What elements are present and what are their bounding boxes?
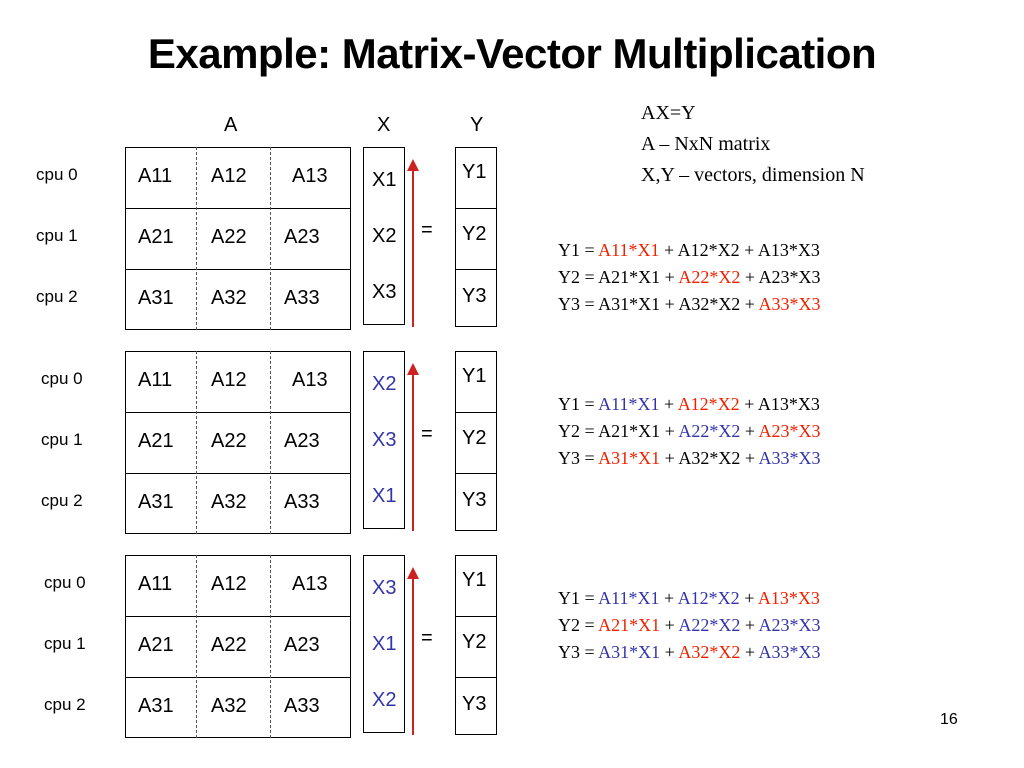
highlighted-term: A12*X2: [677, 588, 740, 608]
vector-y-cell: Y2: [462, 223, 487, 245]
row-divider: [125, 269, 351, 270]
matrix-cell: A11: [138, 165, 173, 187]
row-divider: [125, 677, 351, 678]
highlighted-term: A33*X3: [758, 448, 821, 468]
equation-text: + A13*X3: [739, 394, 820, 414]
equation-text: +: [660, 642, 679, 662]
matrix-cell: A21: [138, 430, 174, 452]
equation-text: Y3 =: [558, 642, 599, 662]
matrix-cell: A23: [284, 226, 320, 248]
equation-line: [558, 615, 821, 636]
equation-text: Y2 = A21*X1 +: [558, 267, 679, 287]
matrix-cell: A13: [292, 369, 328, 391]
row-divider: [455, 208, 497, 209]
info-block: [641, 98, 865, 191]
row-divider: [125, 208, 351, 209]
equals-sign: =: [421, 627, 433, 649]
highlighted-term: A33*X3: [758, 294, 821, 314]
equation-text: Y1 =: [558, 240, 599, 260]
highlighted-term: A33*X3: [758, 642, 821, 662]
vector-x-cell: X2: [372, 689, 397, 711]
matrix-cell: A32: [211, 695, 247, 717]
equation-text: + A32*X2 +: [660, 448, 759, 468]
equation-text: +: [740, 615, 759, 635]
equation-line: [558, 448, 821, 469]
equation-text: + A12*X2 + A13*X3: [659, 240, 820, 260]
equation-text: +: [739, 588, 758, 608]
cpu-label: cpu 1: [44, 634, 86, 653]
equation-text: Y1 =: [558, 394, 599, 414]
highlighted-term: A23*X3: [758, 615, 821, 635]
highlighted-term: A22*X2: [678, 421, 741, 441]
column-divider: [270, 351, 271, 534]
equation-text: Y2 = A21*X1 +: [558, 421, 679, 441]
matrix-cell: A12: [211, 165, 247, 187]
row-divider: [455, 412, 497, 413]
info-line: AX=Y: [641, 102, 696, 124]
matrix-cell: A33: [284, 491, 320, 513]
matrix-cell: A22: [211, 430, 247, 452]
vector-x-header: X: [377, 114, 391, 136]
matrix-cell: A13: [292, 573, 328, 595]
column-divider: [196, 147, 197, 330]
vector-y-cell: Y1: [462, 161, 487, 183]
matrix-cell: A11: [138, 573, 173, 595]
highlighted-term: A13*X3: [757, 588, 820, 608]
equation-line: [558, 294, 820, 315]
highlighted-term: A23*X3: [758, 421, 821, 441]
highlighted-term: A22*X2: [678, 267, 741, 287]
column-divider: [196, 351, 197, 534]
cpu-label: cpu 0: [36, 165, 78, 184]
cpu-label: cpu 2: [36, 287, 78, 306]
rotation-arrow-shaft: [412, 169, 414, 327]
info-line: A – NxN matrix: [641, 133, 771, 155]
vector-y-cell: Y3: [462, 489, 487, 511]
slide-title: Example: Matrix-Vector Multiplication: [147, 30, 877, 77]
vector-x-cell: X3: [372, 577, 397, 599]
matrix-cell: A23: [284, 634, 320, 656]
vector-x-cell: X1: [372, 485, 397, 507]
cpu-label: cpu 1: [36, 226, 78, 245]
rotation-arrow-head: [407, 363, 419, 375]
row-divider: [455, 269, 497, 270]
matrix-cell: A33: [284, 287, 320, 309]
equation-text: +: [659, 394, 678, 414]
matrix-cell: A31: [138, 287, 174, 309]
vector-y-header: Y: [470, 114, 484, 136]
equation-text: +: [740, 642, 759, 662]
row-divider: [125, 473, 351, 474]
highlighted-term: A31*X1: [598, 642, 661, 662]
equation-text: +: [740, 421, 759, 441]
equation-text: Y1 =: [558, 588, 599, 608]
matrix-cell: A12: [211, 573, 247, 595]
equation-text: +: [659, 588, 678, 608]
equation-text: +: [660, 615, 679, 635]
matrix-cell: A13: [292, 165, 328, 187]
matrix-cell: A32: [211, 491, 247, 513]
matrix-cell: A22: [211, 634, 247, 656]
equals-sign: =: [421, 219, 433, 241]
row-divider: [125, 616, 351, 617]
highlighted-term: A32*X2: [678, 642, 741, 662]
vector-y-cell: Y1: [462, 569, 487, 591]
cpu-label: cpu 2: [44, 695, 86, 714]
cpu-label: cpu 1: [41, 430, 83, 449]
highlighted-term: A22*X2: [678, 615, 741, 635]
info-line: X,Y – vectors, dimension N: [641, 164, 865, 186]
rotation-arrow-shaft: [412, 577, 414, 735]
rotation-arrow-head: [407, 567, 419, 579]
equation-line: [558, 588, 820, 609]
matrix-cell: A12: [211, 369, 247, 391]
equation-line: [558, 394, 820, 415]
vector-y-cell: Y2: [462, 631, 487, 653]
equation-line: [558, 421, 821, 442]
matrix-cell: A32: [211, 287, 247, 309]
matrix-cell: A23: [284, 430, 320, 452]
row-divider: [125, 412, 351, 413]
equals-sign: =: [421, 423, 433, 445]
highlighted-term: A11*X1: [598, 588, 660, 608]
matrix-cell: A22: [211, 226, 247, 248]
column-divider: [270, 555, 271, 738]
matrix-cell: A31: [138, 491, 174, 513]
highlighted-term: A12*X2: [677, 394, 740, 414]
matrix-cell: A21: [138, 226, 174, 248]
matrix-cell: A11: [138, 369, 173, 391]
equation-text: Y3 = A31*X1 + A32*X2 +: [558, 294, 759, 314]
row-divider: [455, 677, 497, 678]
matrix-a-header: A: [224, 114, 238, 136]
equation-line: [558, 642, 821, 663]
vector-y-cell: Y3: [462, 693, 487, 715]
cpu-label: cpu 0: [41, 369, 83, 388]
vector-x-cell: X2: [372, 225, 397, 247]
highlighted-term: A21*X1: [598, 615, 661, 635]
rotation-arrow-head: [407, 159, 419, 171]
page-number: 16: [940, 711, 958, 728]
highlighted-term: A11*X1: [598, 240, 660, 260]
column-divider: [196, 555, 197, 738]
equation-line: [558, 267, 820, 288]
vector-x-cell: X1: [372, 169, 397, 191]
vector-y-cell: Y3: [462, 285, 487, 307]
matrix-cell: A31: [138, 695, 174, 717]
equation-line: [558, 240, 820, 261]
equation-text: Y2 =: [558, 615, 599, 635]
vector-x-cell: X3: [372, 281, 397, 303]
matrix-cell: A21: [138, 634, 174, 656]
vector-y-cell: Y2: [462, 427, 487, 449]
rotation-arrow-shaft: [412, 373, 414, 531]
column-divider: [270, 147, 271, 330]
equation-text: + A23*X3: [740, 267, 821, 287]
row-divider: [455, 616, 497, 617]
vector-x-cell: X1: [372, 633, 397, 655]
row-divider: [455, 473, 497, 474]
vector-x-cell: X3: [372, 429, 397, 451]
cpu-label: cpu 2: [41, 491, 83, 510]
vector-x-cell: X2: [372, 373, 397, 395]
matrix-cell: A33: [284, 695, 320, 717]
highlighted-term: A31*X1: [598, 448, 661, 468]
cpu-label: cpu 0: [44, 573, 86, 592]
highlighted-term: A11*X1: [598, 394, 660, 414]
equation-text: Y3 =: [558, 448, 599, 468]
vector-y-cell: Y1: [462, 365, 487, 387]
